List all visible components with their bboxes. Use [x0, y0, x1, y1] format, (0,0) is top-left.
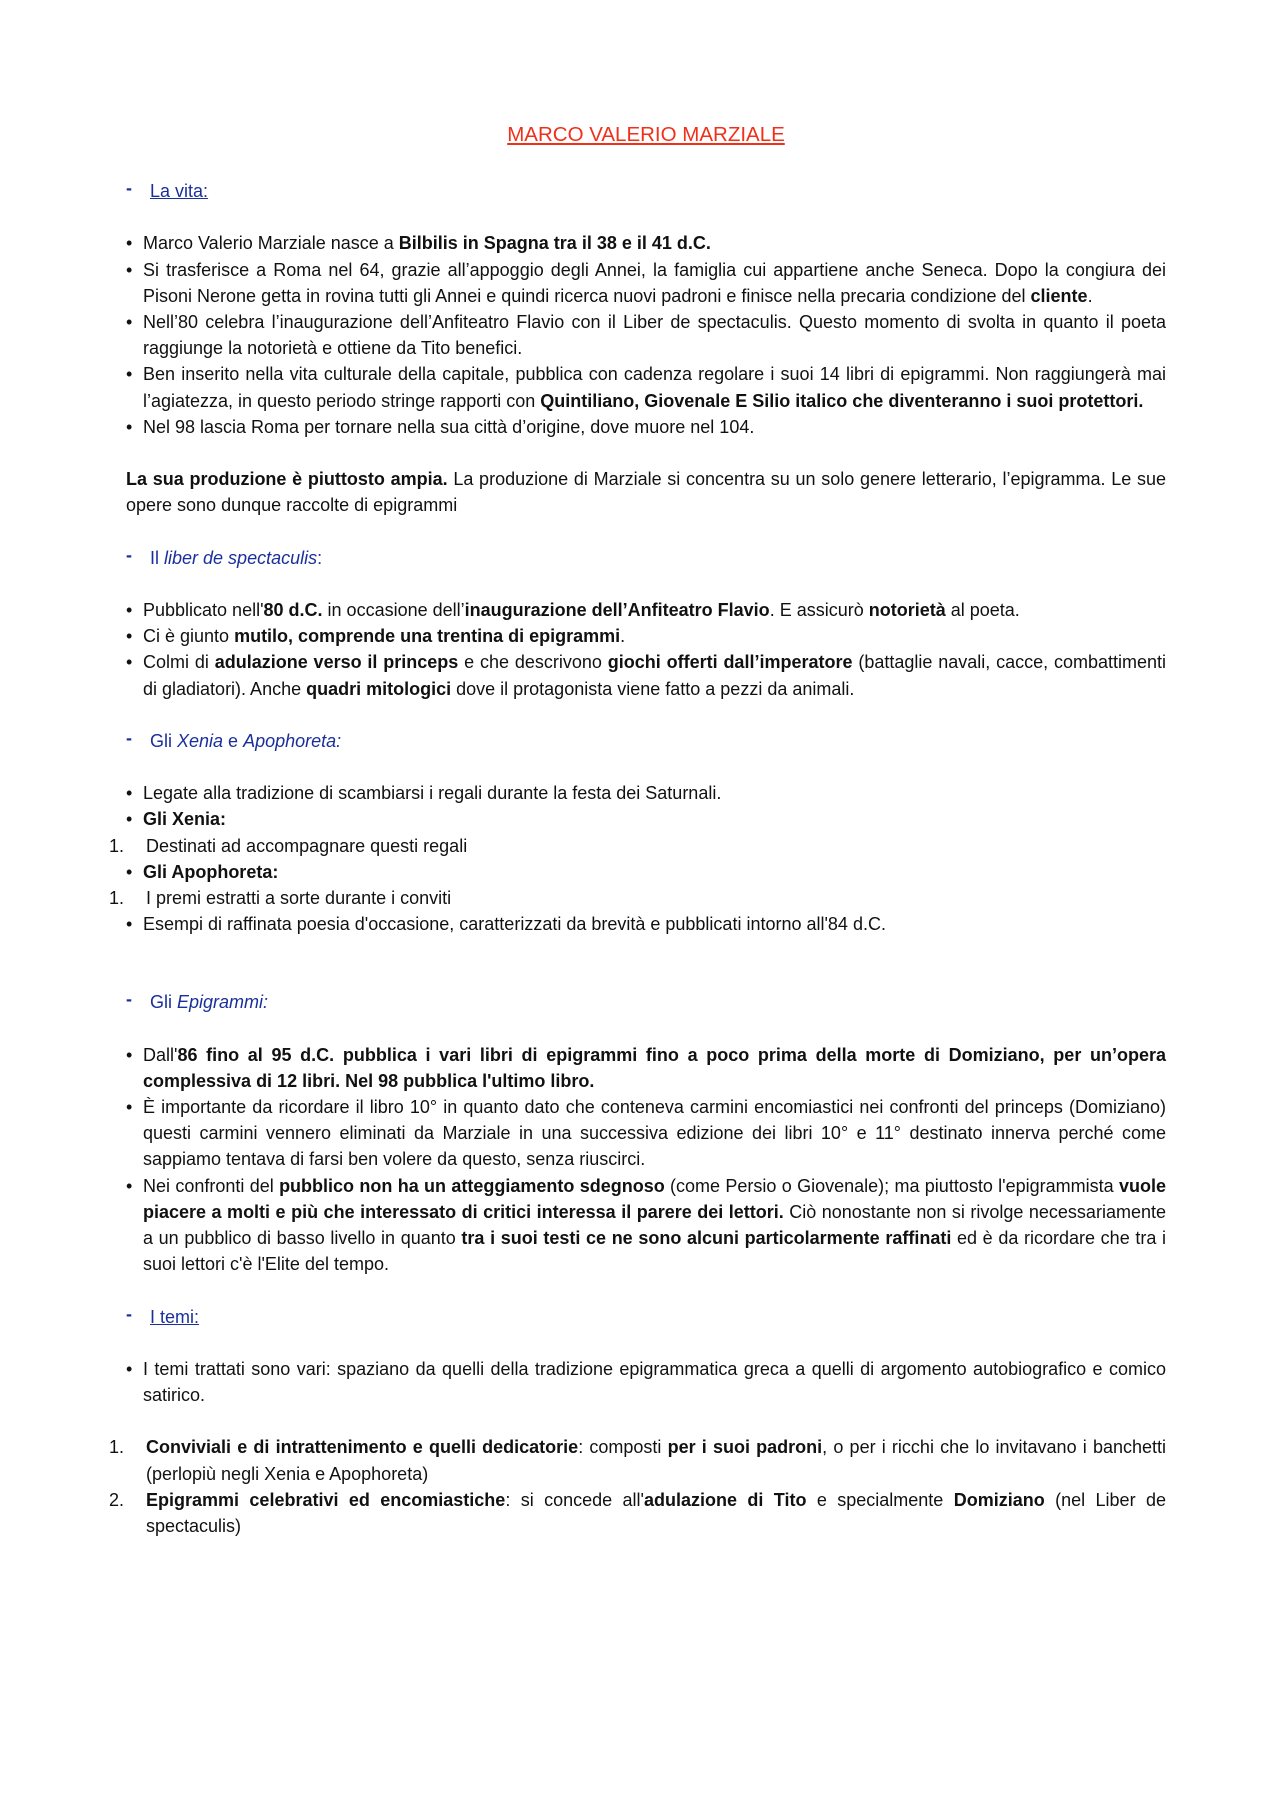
text-run: cliente [1030, 285, 1088, 306]
text-run: vuole piacere a molti e più che interessato di critici interessa il parere dei lettori. [143, 1175, 1166, 1222]
text-run: . E assicurò [769, 600, 869, 621]
section [126, 989, 1166, 1303]
bullet-item [126, 911, 1166, 937]
paragraph [126, 466, 1166, 518]
text-run: Quintiliano, Giovenale E Silio italico che diventeranno i suoi protettori. [540, 390, 1144, 411]
text-run: Nei confronti del [143, 1175, 280, 1196]
spacer [126, 1277, 1166, 1303]
text-run: Il [150, 547, 165, 568]
text-run: Conviviali e di intrattenimento e quelli dedicatorie [146, 1437, 579, 1458]
section-heading [126, 989, 1166, 1015]
numbered-item [109, 1487, 1166, 1539]
text-run: I temi: [150, 1306, 200, 1327]
text-run: notorietà [868, 600, 946, 621]
heading-label [150, 548, 322, 568]
bullet-item [126, 649, 1166, 701]
bullet-marker: • [126, 233, 133, 254]
text-run: per i suoi padroni [667, 1437, 823, 1458]
bullet-marker: • [126, 809, 133, 830]
text-run: I premi estratti a sorte durante i conviti [146, 888, 452, 909]
text-run: Marco Valerio Marziale nasce a [143, 233, 399, 254]
bullet-marker: • [126, 364, 133, 385]
bullet-item [126, 230, 1166, 256]
text-run: Destinati ad accompagnare questi regali [146, 835, 468, 856]
text-run: I temi trattati sono vari: spaziano da quelli della tradizione epigrammatica greca a quelli di argomento autobiografico e comico satirico. [143, 1358, 1166, 1406]
text-run: Ci è giunto [143, 626, 235, 647]
text-run: dove il protagonista viene fatto a pezzi da animali. [451, 678, 855, 699]
section [126, 178, 1166, 545]
heading-label [150, 731, 341, 751]
text-run: e che descrivono [458, 652, 608, 673]
number-marker: 1. [109, 1437, 125, 1458]
heading-label [150, 1307, 199, 1327]
text-run: adulazione verso il princeps [214, 652, 459, 673]
text-run: ed è da ricordare che tra i suoi lettori c'è l'Elite del tempo. [143, 1228, 1167, 1275]
bullet-marker: • [126, 416, 133, 437]
text-run: Ciò nonostante non si rivolge necessariamente a un pubblico di basso livello in quanto [143, 1201, 1166, 1249]
bullet-marker: • [126, 783, 133, 804]
text-run: , o per i ricchi che lo invitavano i banchetti (perlopiù negli Xenia e Apophoreta) [146, 1437, 1166, 1484]
text-run: Pubblicato nell' [143, 600, 264, 621]
bullet-item [126, 1356, 1166, 1408]
text-run: mutilo, comprende una trentina di epigrammi [234, 626, 621, 647]
text-run: Legate alla tradizione di scambiarsi i regali durante la festa dei Saturnali. [143, 783, 722, 804]
text-run: e [223, 731, 244, 752]
section-heading [126, 1304, 1166, 1330]
text-run: Epigrammi celebrativi ed encomiastiche [146, 1489, 506, 1510]
number-marker: 1. [109, 888, 125, 909]
text-run: : si concede all' [505, 1489, 644, 1510]
bullet-item [126, 1094, 1166, 1173]
text-run: 80 d.C. [263, 600, 323, 621]
numbered-item [109, 1434, 1166, 1486]
numbered-item [109, 833, 1166, 859]
heading-dash: - [126, 989, 132, 1010]
text-run: (nel Liber de spectaculis) [146, 1489, 1166, 1537]
spacer [126, 937, 1166, 989]
bullet-item [126, 1173, 1166, 1278]
bullet-marker: • [126, 1175, 133, 1196]
text-run: Nel 98 lascia Roma per tornare nella sua città d’origine, dove muore nel 104. [143, 416, 755, 437]
section-heading [126, 728, 1166, 754]
text-run: Nell’80 celebra l’inaugurazione dell’Anfiteatro Flavio con il Liber de spectaculis. Questo momento di svolta in quanto il poeta raggiunge la notorietà e ottiene da Tito benefici. [143, 312, 1166, 359]
bullet-marker: • [126, 861, 133, 882]
section [109, 728, 1166, 989]
heading-dash: - [126, 544, 132, 565]
document-title: MARCO VALERIO MARZIALE [507, 123, 785, 146]
bullet-marker: • [126, 1044, 133, 1065]
section-heading [126, 545, 1166, 571]
document-body [109, 178, 1167, 1539]
bullet-item [126, 1042, 1166, 1094]
bullet-marker: • [126, 652, 133, 673]
text-run: 86 fino al 95 d.C. pubblica i vari libri di epigrammi fino a poco prima della morte di Domiziano, per un’opera complessiva di 12 libri. Nel 98 pubblica l'ultimo libro. [143, 1044, 1166, 1091]
bullet-marker: • [126, 1358, 133, 1379]
text-run: Gli Apophoreta: [143, 861, 279, 882]
text-run: Xenia [177, 731, 224, 752]
text-run: inaugurazione dell’Anfiteatro Flavio [464, 600, 770, 621]
bullet-marker: • [126, 312, 133, 333]
bullet-marker: • [126, 626, 133, 647]
text-run: Gli [150, 731, 177, 752]
text-run: Colmi di [143, 652, 215, 673]
heading-label [150, 992, 268, 1012]
text-run: in occasione dell’ [322, 600, 465, 621]
spacer [126, 1408, 1166, 1434]
bullet-marker: • [126, 600, 133, 621]
bullet-item [126, 361, 1166, 413]
text-run: La produzione di Marziale si concentra su un solo genere letterario, l’epigramma. Le sue opere sono dunque raccolte di epigrammi [126, 469, 1167, 516]
bullet-item [126, 309, 1166, 361]
text-run: : composti [578, 1437, 668, 1458]
text-run: pubblico non ha un atteggiamento sdegnoso [279, 1175, 665, 1196]
text-run: Dall' [143, 1044, 178, 1065]
text-run: La sua produzione è piuttosto ampia. [126, 469, 448, 490]
bullet-item [126, 257, 1166, 309]
text-run: e specialmente [806, 1489, 954, 1510]
spacer [126, 440, 1166, 466]
bullet-item [126, 806, 1166, 832]
text-run: : [317, 547, 323, 568]
text-run: (come Persio o Giovenale); ma piuttosto l'epigrammista [664, 1175, 1119, 1196]
text-run: Gli Xenia: [143, 809, 227, 830]
text-run: Domiziano [953, 1489, 1045, 1510]
text-run: . [620, 626, 626, 647]
bullet-marker: • [126, 914, 133, 935]
bullet-item [126, 780, 1166, 806]
document-page [109, 122, 1167, 1539]
number-marker: 2. [109, 1489, 125, 1510]
number-marker: 1. [109, 835, 125, 856]
text-run: liber de spectaculis [164, 547, 318, 568]
heading-dash: - [126, 178, 132, 199]
text-run: Si trasferisce a Roma nel 64, grazie all’appoggio degli Annei, la famiglia cui appartiene anche Seneca. Dopo la congiura dei Pisoni Nerone getta in rovina tutti gli Annei e quindi ricerca nuovi padroni e finisce nella precaria condizione del [143, 259, 1166, 306]
bullet-item [126, 859, 1166, 885]
text-run: Bilbilis in Spagna tra il 38 e il 41 d.C. [398, 233, 711, 254]
text-run: . [1087, 285, 1093, 306]
text-run: Epigrammi: [177, 992, 269, 1013]
text-run: Apophoreta: [243, 731, 342, 752]
numbered-item [109, 885, 1166, 911]
bullet-item [126, 597, 1166, 623]
heading-label [150, 181, 208, 201]
section [109, 1303, 1166, 1540]
bullet-marker: • [126, 259, 133, 280]
text-run: adulazione di Tito [644, 1489, 807, 1510]
spacer [126, 519, 1166, 545]
bullet-item [126, 414, 1166, 440]
text-run: tra i suoi testi ce ne sono alcuni particolarmente raffinati [461, 1228, 952, 1249]
text-run: (battaglie navali, cacce, combattimenti di gladiatori). Anche [143, 652, 1166, 699]
heading-dash: - [126, 1303, 132, 1324]
text-run: La vita: [150, 181, 209, 202]
section-heading [126, 178, 1166, 204]
text-run: Gli [150, 992, 177, 1013]
bullet-item [126, 623, 1166, 649]
text-run: giochi offerti dall’imperatore [607, 652, 853, 673]
text-run: al poeta. [945, 600, 1020, 621]
text-run: Esempi di raffinata poesia d'occasione, caratterizzati da brevità e pubblicati intorno all'84 d.C. [143, 914, 886, 935]
text-run: È importante da ricordare il libro 10° in quanto dato che conteneva carmini encomiastici nei confronti del princeps (Domiziano) questi carmini vennero eliminati da Marziale in una successiva edizione dei libri 10° e 11° destinato innerva perché come sappiamo tentava di farsi ben volere da questo, senza riuscirci. [143, 1097, 1166, 1170]
heading-dash: - [126, 728, 132, 749]
bullet-marker: • [126, 1097, 133, 1118]
text-run: quadri mitologici [306, 678, 452, 699]
section [126, 545, 1166, 728]
spacer [126, 702, 1166, 728]
text-run: Ben inserito nella vita culturale della capitale, pubblica con cadenza regolare i suoi 14 libri di epigrammi. Non raggiungerà mai l’agiatezza, in questo periodo stringe rapporti con [143, 364, 1166, 411]
